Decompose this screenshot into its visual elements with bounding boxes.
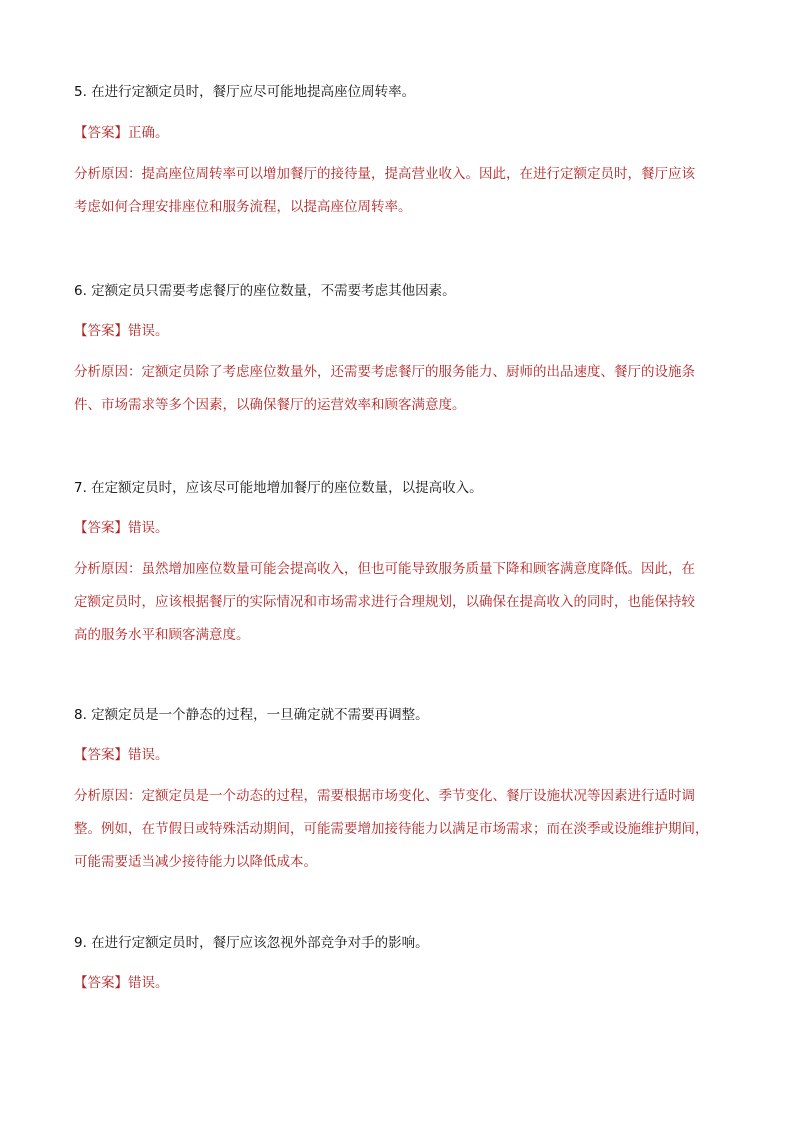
- analysis-8-line-1: 分析原因：定额定员是一个动态的过程，需要根据市场变化、季节变化、餐厅设施状况等因素进行适时调: [74, 788, 695, 804]
- analysis-7-line-1: 分析原因：虽然增加座位数量可能会提高收入，但也可能导致服务质量下降和顾客满意度降低。因此，在: [74, 561, 695, 577]
- answer-9: 【答案】错误。: [74, 975, 169, 991]
- question-6: 6. 定额定员只需要考虑餐厅的座位数量，不需要考虑其他因素。: [74, 283, 456, 299]
- answer-7: 【答案】错误。: [74, 520, 169, 536]
- analysis-7-line-2: 定额定员时，应该根据餐厅的实际情况和市场需求进行合理规划，以确保在提高收入的同时，也能保持较: [74, 594, 695, 610]
- analysis-8-line-2: 整。例如，在节假日或特殊活动期间，可能需要增加接待能力以满足市场需求；而在淡季或设施维护期间，: [74, 821, 709, 837]
- analysis-6-line-1: 分析原因：定额定员除了考虑座位数量外，还需要考虑餐厅的服务能力、厨师的出品速度、餐厅的设施条: [74, 364, 695, 380]
- question-9: 9. 在进行定额定员时，餐厅应该忽视外部竞争对手的影响。: [74, 935, 429, 951]
- analysis-7: [74, 553, 729, 652]
- analysis-6-line-2: 件、市场需求等多个因素，以确保餐厅的运营效率和顾客满意度。: [74, 397, 466, 413]
- analysis-5: [74, 158, 729, 224]
- analysis-5-line-2: 考虑如何合理安排座位和服务流程，以提高座位周转率。: [74, 199, 412, 215]
- analysis-6: [74, 356, 729, 422]
- analysis-8: [74, 780, 729, 879]
- analysis-5-line-1: 分析原因：提高座位周转率可以增加餐厅的接待量，提高营业收入。因此，在进行定额定员时，餐厅应该: [74, 166, 695, 182]
- answer-8: 【答案】错误。: [74, 747, 169, 763]
- analysis-8-line-3: 可能需要适当减少接待能力以降低成本。: [74, 854, 317, 870]
- question-5: 5. 在进行定额定员时，餐厅应尽可能地提高座位周转率。: [74, 84, 416, 100]
- analysis-7-line-3: 高的服务水平和顾客满意度。: [74, 627, 250, 643]
- question-7: 7. 在定额定员时，应该尽可能地增加餐厅的座位数量，以提高收入。: [74, 480, 483, 496]
- answer-5: 【答案】正确。: [74, 125, 169, 141]
- question-8: 8. 定额定员是一个静态的过程，一旦确定就不需要再调整。: [74, 707, 429, 723]
- answer-6: 【答案】错误。: [74, 323, 169, 339]
